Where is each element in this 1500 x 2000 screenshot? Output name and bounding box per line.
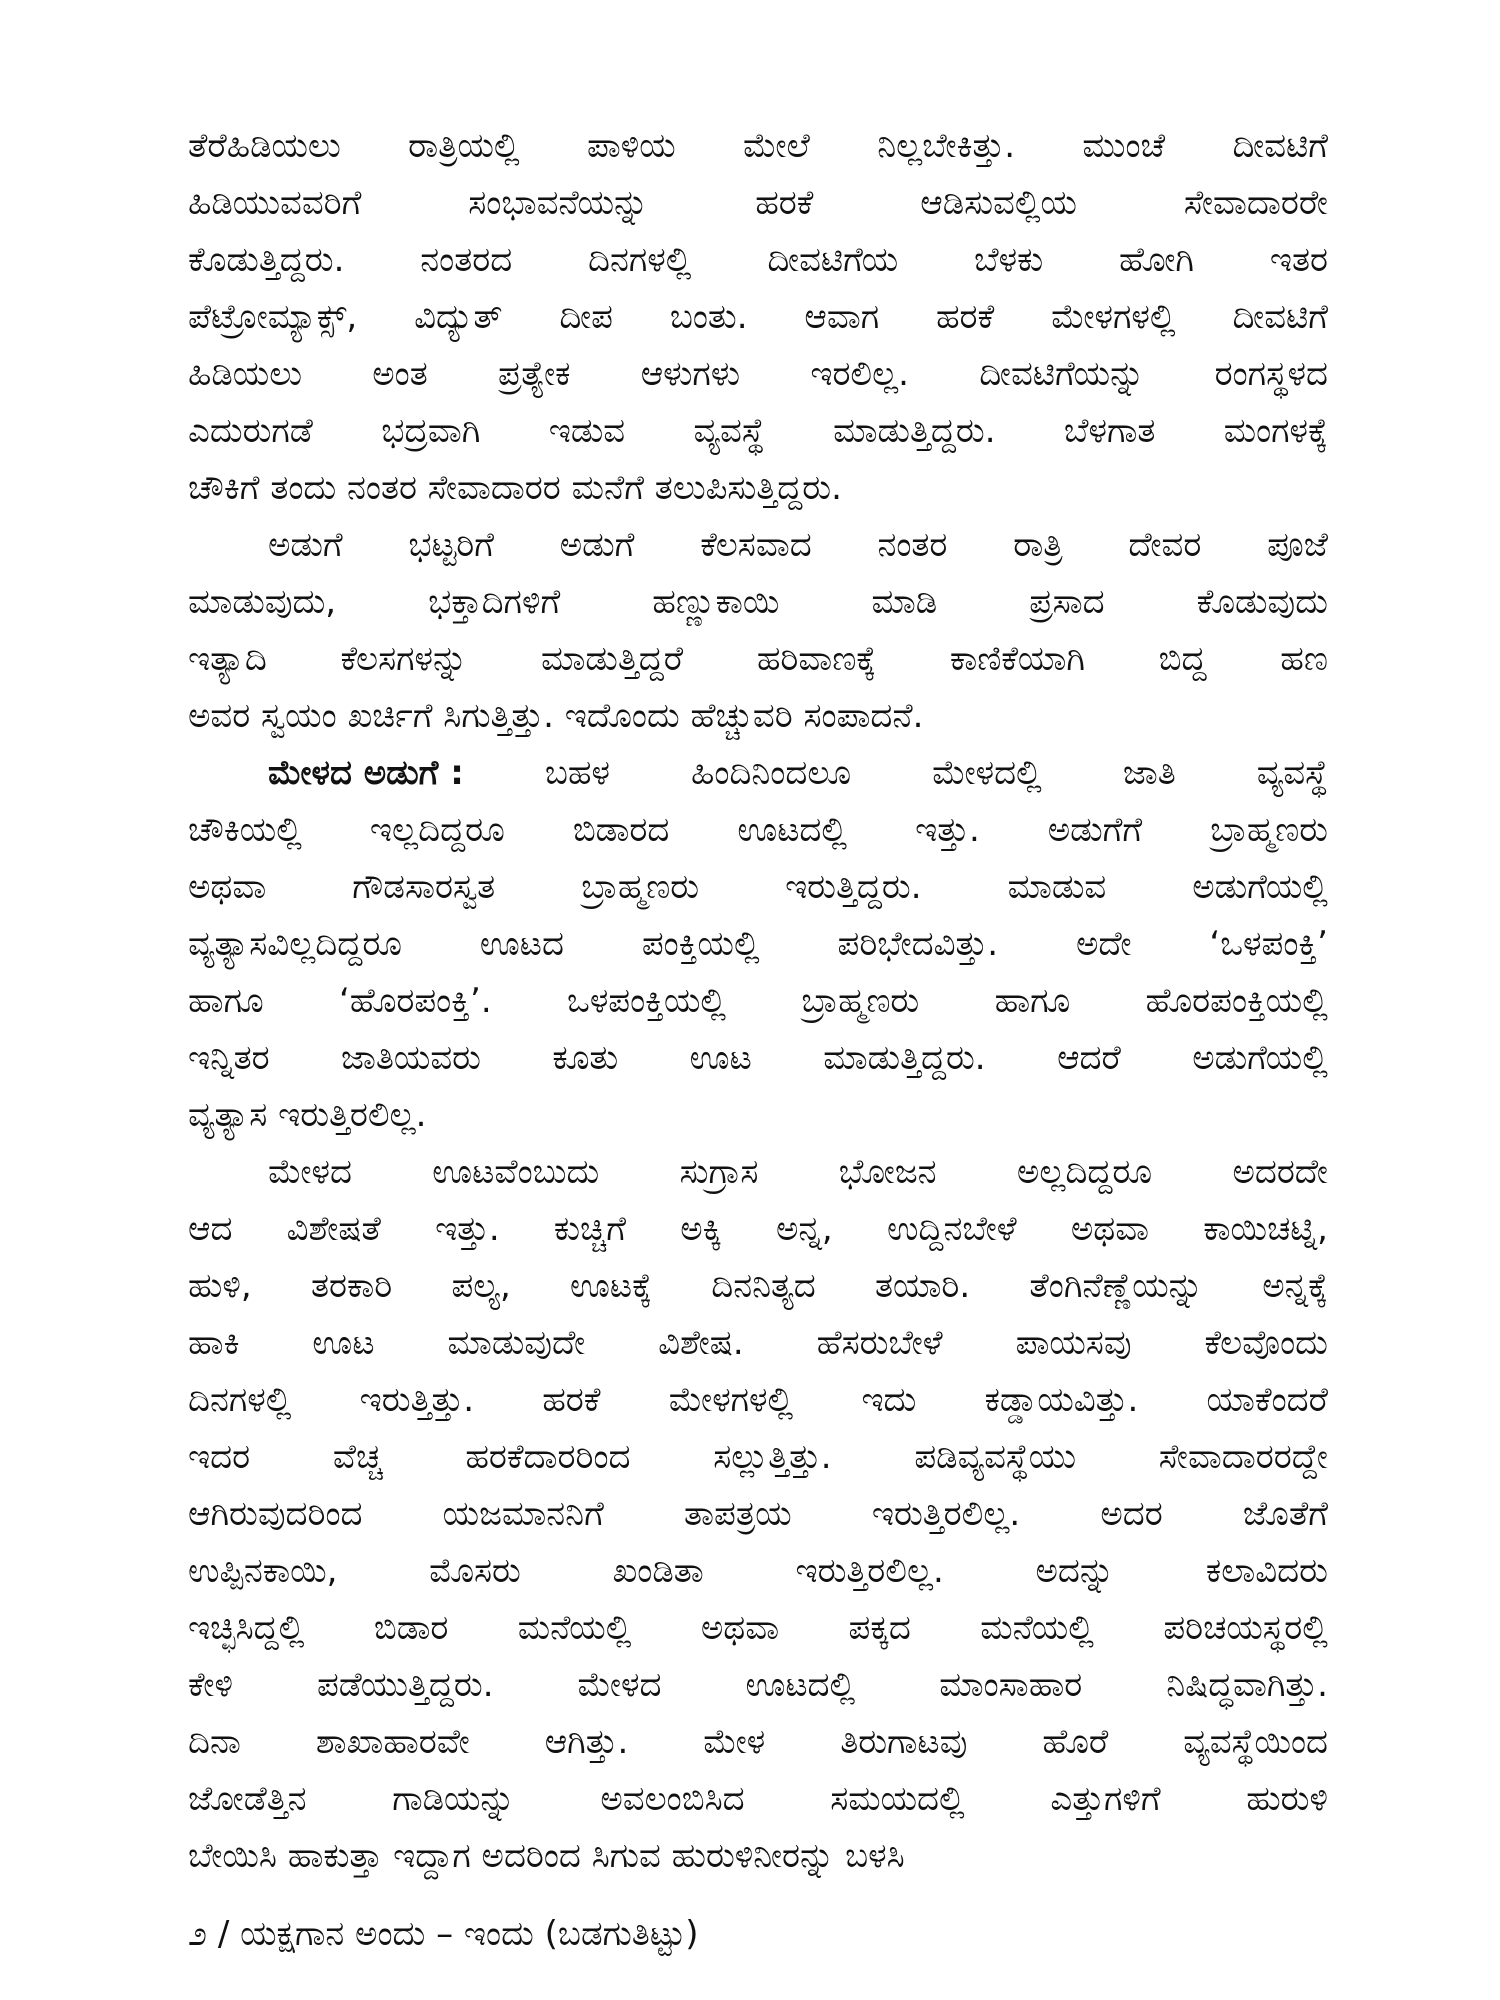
text-line: ತೆರೆಹಿಡಿಯಲು ರಾತ್ರಿಯಲ್ಲಿ ಪಾಳಿಯ ಮೇಲೆ ನಿಲ್ಲಬೇಕಿತ್ತು. ಮುಂಚೆ ದೀವಟಿಗೆ (188, 126, 1328, 166)
text-line: ದಿನಾ ಶಾಖಾಹಾರವೇ ಆಗಿತ್ತು. ಮೇಳ ತಿರುಗಾಟವು ಹೊರೆ ವ್ಯವಸ್ಥೆಯಿಂದ (188, 1722, 1328, 1762)
text-line: ಮಾಡುವುದು, ಭಕ್ತಾದಿಗಳಿಗೆ ಹಣ್ಣುಕಾಯಿ ಮಾಡಿ ಪ್ರಸಾದ ಕೊಡುವುದು (188, 582, 1328, 622)
page-body (188, 118, 1328, 1885)
text-line: ಚೌಕಿಗೆ ತಂದು ನಂತರ ಸೇವಾದಾರರ ಮನೆಗೆ ತಲುಪಿಸುತ್ತಿದ್ದರು. (188, 468, 842, 508)
text-line: ಪೆಟ್ರೋಮ್ಯಾಕ್ಸ್, ವಿದ್ಯುತ್ ದೀಪ ಬಂತು. ಆವಾಗ ಹರಕೆ ಮೇಳಗಳಲ್ಲಿ ದೀವಟಿಗೆ (188, 297, 1328, 337)
page-footer: ೨ / ಯಕ್ಷಗಾನ ಅಂದು – ಇಂದು (ಬಡಗುತಿಟ್ಟು) (188, 1914, 699, 1954)
section-heading: ಮೇಳದ ಅಡುಗೆ : (268, 753, 464, 793)
text-line: ಆದ ವಿಶೇಷತೆ ಇತ್ತು. ಕುಚ್ಚಿಗೆ ಅಕ್ಕಿ ಅನ್ನ, ಉದ್ದಿನಬೇಳೆ ಅಥವಾ ಕಾಯಿಚಟ್ನಿ, (188, 1209, 1328, 1249)
text-line: ವ್ಯತ್ಯಾಸ ಇರುತ್ತಿರಲಿಲ್ಲ. (188, 1095, 427, 1135)
text-line: ಚೌಕಿಯಲ್ಲಿ ಇಲ್ಲದಿದ್ದರೂ ಬಿಡಾರದ ಊಟದಲ್ಲಿ ಇತ್ತು. ಅಡುಗೆಗೆ ಬ್ರಾಹ್ಮಣರು (188, 810, 1328, 850)
text-line: ಹಿಡಿಯುವವರಿಗೆ ಸಂಭಾವನೆಯನ್ನು ಹರಕೆ ಆಡಿಸುವಲ್ಲಿಯ ಸೇವಾದಾರರೇ (188, 183, 1328, 223)
text-line: ಎದುರುಗಡೆ ಭದ್ರವಾಗಿ ಇಡುವ ವ್ಯವಸ್ಥೆ ಮಾಡುತ್ತಿದ್ದರು. ಬೆಳಗಾತ ಮಂಗಳಕ್ಕೆ (188, 411, 1328, 451)
text-line: ದಿನಗಳಲ್ಲಿ ಇರುತ್ತಿತ್ತು. ಹರಕೆ ಮೇಳಗಳಲ್ಲಿ ಇದು ಕಡ್ಡಾಯವಿತ್ತು. ಯಾಕೆಂದರೆ (188, 1380, 1328, 1420)
text-line: ಹಿಡಿಯಲು ಅಂತ ಪ್ರತ್ಯೇಕ ಆಳುಗಳು ಇರಲಿಲ್ಲ. ದೀವಟಿಗೆಯನ್ನು ರಂಗಸ್ಥಳದ (188, 354, 1328, 394)
paragraph (188, 1144, 1328, 1885)
text-line: ಮೇಳದ ಊಟವೆಂಬುದು ಸುಗ್ರಾಸ ಭೋಜನ ಅಲ್ಲದಿದ್ದರೂ ಅದರದೇ (268, 1152, 1328, 1192)
text-line: ಉಪ್ಪಿನಕಾಯಿ, ಮೊಸರು ಖಂಡಿತಾ ಇರುತ್ತಿರಲಿಲ್ಲ. ಅದನ್ನು ಕಲಾವಿದರು (188, 1551, 1328, 1591)
text-line: ಆಗಿರುವುದರಿಂದ ಯಜಮಾನನಿಗೆ ತಾಪತ್ರಯ ಇರುತ್ತಿರಲಿಲ್ಲ. ಅದರ ಜೊತೆಗೆ (188, 1494, 1328, 1534)
text-line: ಅಥವಾ ಗೌಡಸಾರಸ್ವತ ಬ್ರಾಹ್ಮಣರು ಇರುತ್ತಿದ್ದರು. ಮಾಡುವ ಅಡುಗೆಯಲ್ಲಿ (188, 867, 1328, 907)
text-line: ಅಡುಗೆ ಭಟ್ಟರಿಗೆ ಅಡುಗೆ ಕೆಲಸವಾದ ನಂತರ ರಾತ್ರಿ ದೇವರ ಪೂಜೆ (268, 525, 1328, 565)
text-line: ಜೋಡೆತ್ತಿನ ಗಾಡಿಯನ್ನು ಅವಲಂಬಿಸಿದ ಸಮಯದಲ್ಲಿ ಎತ್ತುಗಳಿಗೆ ಹುರುಳಿ (188, 1779, 1328, 1819)
text-line: ಅವರ ಸ್ವಯಂ ಖರ್ಚಿಗೆ ಸಿಗುತ್ತಿತ್ತು. ಇದೊಂದು ಹೆಚ್ಚುವರಿ ಸಂಪಾದನೆ. (188, 696, 924, 736)
text-line: ಇದರ ವೆಚ್ಚ ಹರಕೆದಾರರಿಂದ ಸಲ್ಲುತ್ತಿತ್ತು. ಪಡಿವ್ಯವಸ್ಥೆಯು ಸೇವಾದಾರರದ್ದೇ (188, 1437, 1328, 1477)
text-line: ಬೇಯಿಸಿ ಹಾಕುತ್ತಾ ಇದ್ದಾಗ ಅದರಿಂದ ಸಿಗುವ ಹುರುಳಿನೀರನ್ನು ಬಳಸಿ (188, 1836, 905, 1876)
paragraph (188, 517, 1328, 745)
text-line: ಇನ್ನಿತರ ಜಾತಿಯವರು ಕೂತು ಊಟ ಮಾಡುತ್ತಿದ್ದರು. ಆದರೆ ಅಡುಗೆಯಲ್ಲಿ (188, 1038, 1328, 1078)
text-line: ಕೇಳಿ ಪಡೆಯುತ್ತಿದ್ದರು. ಮೇಳದ ಊಟದಲ್ಲಿ ಮಾಂಸಾಹಾರ ನಿಷಿದ್ಧವಾಗಿತ್ತು. (188, 1665, 1328, 1705)
text-line: ಹಾಗೂ ‘ಹೊರಪಂಕ್ತಿ’. ಒಳಪಂಕ್ತಿಯಲ್ಲಿ ಬ್ರಾಹ್ಮಣರು ಹಾಗೂ ಹೊರಪಂಕ್ತಿಯಲ್ಲಿ (188, 981, 1328, 1021)
text-line: ಕೊಡುತ್ತಿದ್ದರು. ನಂತರದ ದಿನಗಳಲ್ಲಿ ದೀವಟಿಗೆಯ ಬೆಳಕು ಹೋಗಿ ಇತರ (188, 240, 1328, 280)
paragraph (188, 118, 1328, 517)
text-line: ವ್ಯತ್ಯಾಸವಿಲ್ಲದಿದ್ದರೂ ಊಟದ ಪಂಕ್ತಿಯಲ್ಲಿ ಪರಿಭೇದವಿತ್ತು. ಅದೇ ‘ಒಳಪಂಕ್ತಿ’ (188, 924, 1328, 964)
text-line: ಇತ್ಯಾದಿ ಕೆಲಸಗಳನ್ನು ಮಾಡುತ್ತಿದ್ದರೆ ಹರಿವಾಣಕ್ಕೆ ಕಾಣಿಕೆಯಾಗಿ ಬಿದ್ದ ಹಣ (188, 639, 1328, 679)
text-line: ಹಾಕಿ ಊಟ ಮಾಡುವುದೇ ವಿಶೇಷ. ಹೆಸರುಬೇಳೆ ಪಾಯಸವು ಕೆಲವೊಂದು (188, 1323, 1328, 1363)
text-line: ಮೇಳದ ಅಡುಗೆ : ಬಹಳ ಹಿಂದಿನಿಂದಲೂ ಮೇಳದಲ್ಲಿ ಜಾತಿ ವ್ಯವಸ್ಥೆ (188, 745, 1328, 802)
paragraph (188, 745, 1328, 1144)
text-line: ಹುಳಿ, ತರಕಾರಿ ಪಲ್ಯ, ಊಟಕ್ಕೆ ದಿನನಿತ್ಯದ ತಯಾರಿ. ತೆಂಗಿನೆಣ್ಣೆಯನ್ನು ಅನ್ನಕ್ಕೆ (188, 1266, 1328, 1306)
text-line: ಇಚ್ಛಿಸಿದ್ದಲ್ಲಿ ಬಿಡಾರ ಮನೆಯಲ್ಲಿ ಅಥವಾ ಪಕ್ಕದ ಮನೆಯಲ್ಲಿ ಪರಿಚಯಸ್ಥರಲ್ಲಿ (188, 1608, 1328, 1648)
